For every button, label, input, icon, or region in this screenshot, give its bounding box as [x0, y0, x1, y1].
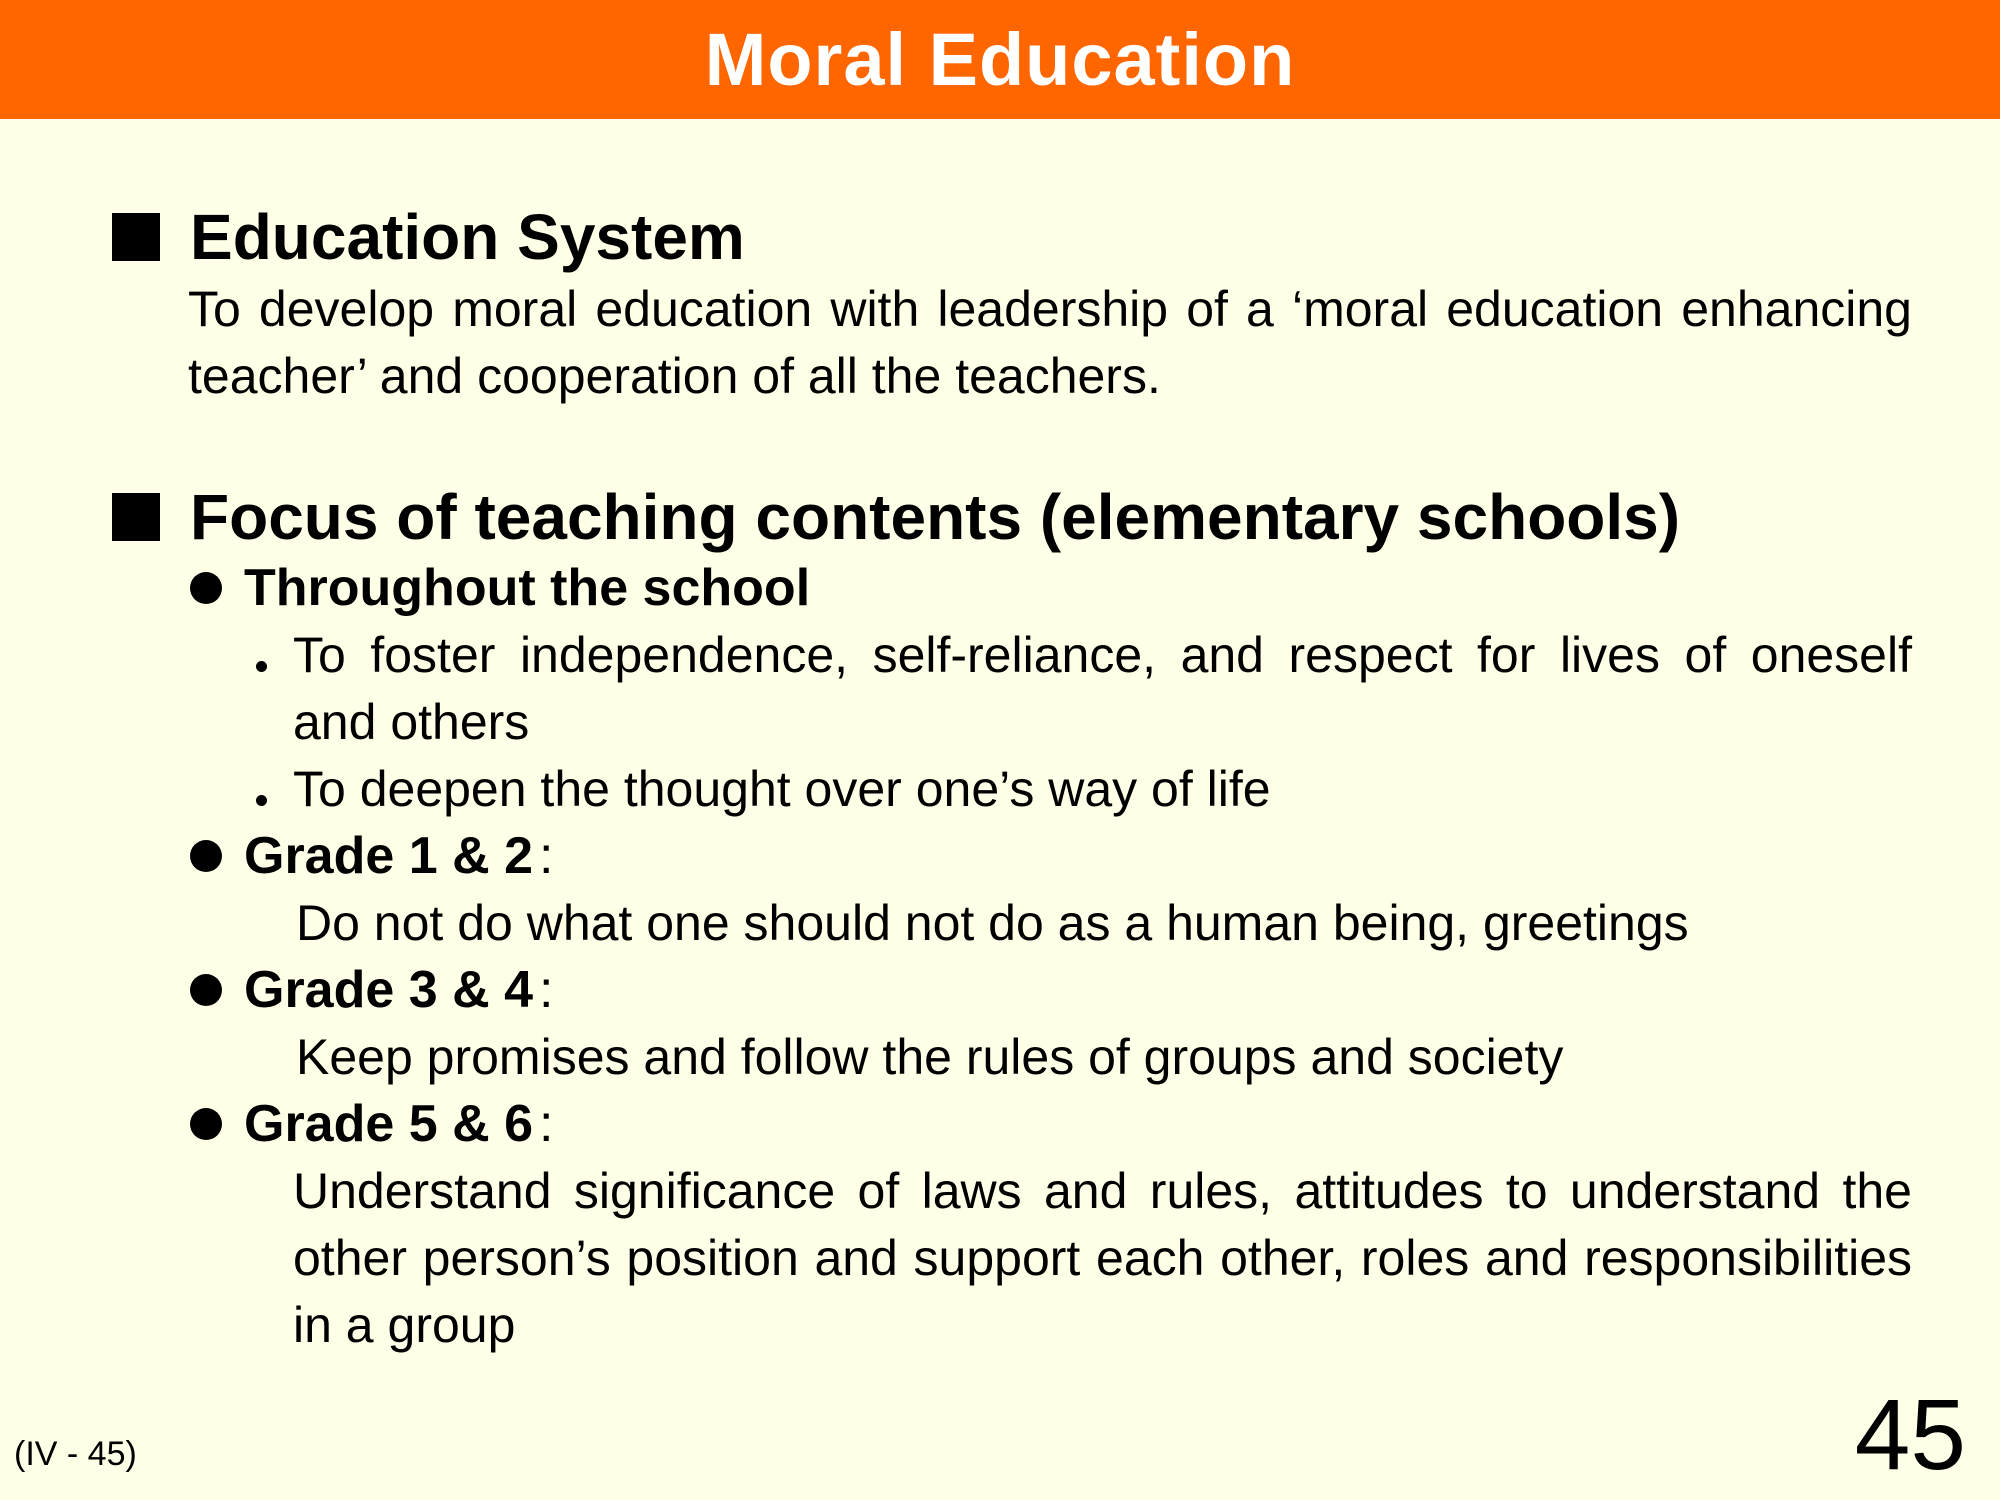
- square-bullet-icon: [112, 493, 160, 541]
- throughout-item-1: To foster independence, self-reliance, and respect for lives of oneself and others: [293, 627, 1912, 750]
- square-bullet-icon: [112, 213, 160, 261]
- bullet-dot-icon: [190, 1108, 222, 1140]
- page-title: Moral Education: [704, 18, 1296, 101]
- bullet-dot-icon: [190, 840, 222, 872]
- title-bar: [0, 0, 2000, 119]
- subheading-grade-5-6: Grade 5 & 6 :: [190, 1094, 553, 1154]
- subheading-grade-3-4: Grade 3 & 4 :: [190, 960, 553, 1020]
- slide-reference: (IV - 45): [14, 1435, 137, 1473]
- bullet-dot-icon: [190, 974, 222, 1006]
- section-heading-focus: [112, 480, 1680, 554]
- small-bullet-icon: [256, 795, 267, 806]
- education-system-text: To develop moral education with leadership of a ‘moral education enhancing teacher’ and cooperation of all the teachers.: [188, 281, 1912, 404]
- grade-1-2-text: Do not do what one should not do as a human being, greetings: [296, 895, 1689, 951]
- subheading-grade-1-2: Grade 1 & 2 :: [190, 826, 553, 886]
- grade-5-6-text: Understand significance of laws and rules, attitudes to understand the other person’s position and support each other, roles and responsibilities in a group: [293, 1163, 1912, 1353]
- section-heading-education-system: [112, 200, 745, 274]
- page-number: 45: [1854, 1379, 1966, 1491]
- subheading-throughout-the-school: Throughout the school: [190, 558, 810, 618]
- grade-3-4-text: Keep promises and follow the rules of groups and society: [296, 1029, 1564, 1085]
- section-heading-text: Focus of teaching contents (elementary schools): [190, 481, 1681, 553]
- bullet-dot-icon: [190, 572, 222, 604]
- section-heading-text: Education System: [190, 201, 745, 273]
- throughout-item-2: To deepen the thought over one’s way of life: [293, 761, 1271, 817]
- small-bullet-icon: [256, 661, 267, 672]
